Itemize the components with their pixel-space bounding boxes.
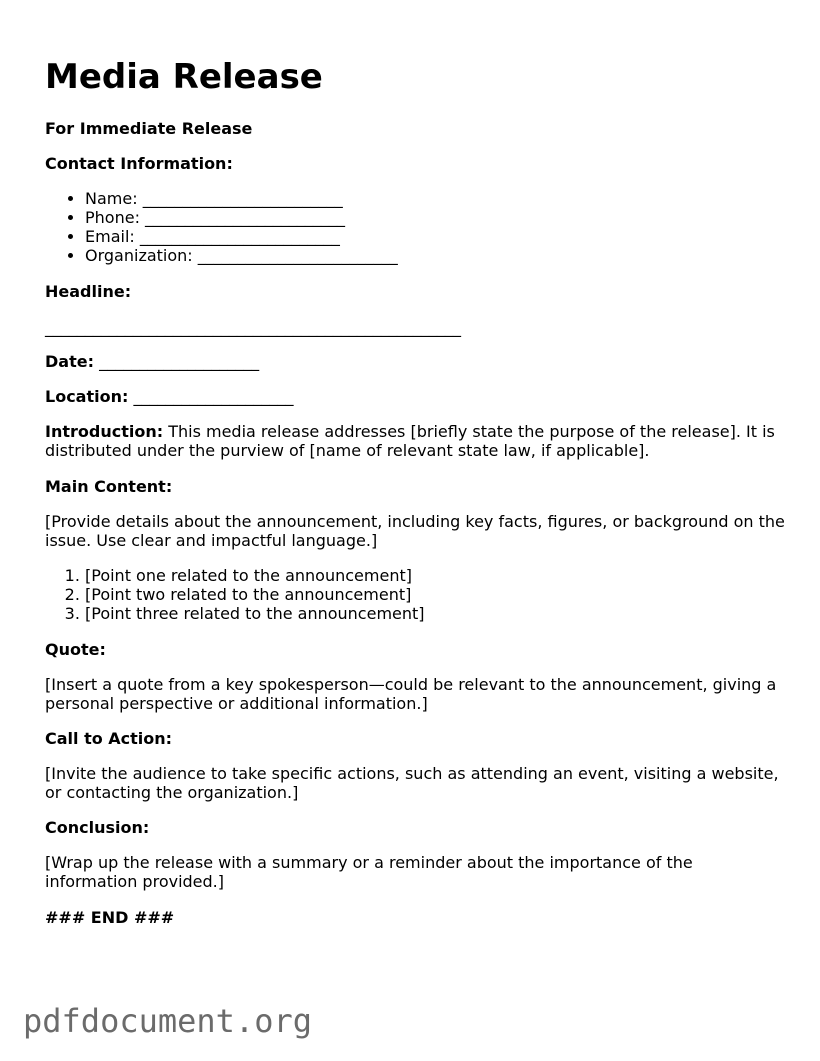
end-marker: ### END ### bbox=[45, 908, 175, 927]
page-title: Media Release bbox=[45, 57, 323, 97]
name-blank: _________________________ bbox=[142, 189, 343, 208]
introduction-label: Introduction: bbox=[45, 422, 164, 441]
location-line bbox=[45, 387, 785, 406]
list-item: • Phone: _________________________ bbox=[85, 208, 398, 227]
list-item: 2. [Point two related to the announcement] bbox=[85, 585, 425, 604]
points-list bbox=[45, 566, 425, 623]
conclusion-heading: Conclusion: bbox=[45, 818, 150, 837]
contact-heading: Contact Information: bbox=[45, 154, 233, 173]
email-blank: _________________________ bbox=[139, 227, 340, 246]
list-item: 3. [Point three related to the announcement] bbox=[85, 604, 425, 623]
introduction-paragraph bbox=[45, 422, 785, 460]
date-blank: ____________________ bbox=[99, 352, 260, 371]
phone-blank: _________________________ bbox=[145, 208, 346, 227]
list-item: • Name: _________________________ bbox=[85, 189, 398, 208]
release-note: For Immediate Release bbox=[45, 119, 253, 138]
list-item: • Email: _________________________ bbox=[85, 227, 398, 246]
introduction-text: This media release addresses [briefly state the purpose of the release]. It is distributed under the purview of [name of relevant state law, if applicable]. bbox=[45, 422, 775, 460]
quote-text: [Insert a quote from a key spokesperson—could be relevant to the announcement, giving a personal perspective or additional information.] bbox=[45, 675, 777, 713]
headline-heading: Headline: bbox=[45, 282, 132, 301]
watermark: pdfdocument.org bbox=[23, 1002, 312, 1040]
list-item: • Organization: _________________________ bbox=[85, 246, 398, 265]
headline-blank: ____________________________________________________ bbox=[45, 318, 461, 337]
location-label: Location: bbox=[45, 387, 129, 406]
main-content-heading: Main Content: bbox=[45, 477, 173, 496]
call-to-action-heading: Call to Action: bbox=[45, 729, 173, 748]
date-line bbox=[45, 352, 785, 371]
quote-heading: Quote: bbox=[45, 640, 106, 659]
location-blank: ____________________ bbox=[133, 387, 294, 406]
conclusion-text: [Wrap up the release with a summary or a reminder about the importance of the information provided.] bbox=[45, 853, 693, 891]
call-to-action-text: [Invite the audience to take specific actions, such as attending an event, visiting a website, or contacting the organization.] bbox=[45, 764, 779, 802]
main-content-text: [Provide details about the announcement, including key facts, figures, or background on the issue. Use clear and impactful language.] bbox=[45, 512, 785, 550]
list-item: 1. [Point one related to the announcement] bbox=[85, 566, 425, 585]
organization-blank: _________________________ bbox=[197, 246, 398, 265]
contact-list bbox=[45, 189, 398, 265]
date-label: Date: bbox=[45, 352, 94, 371]
